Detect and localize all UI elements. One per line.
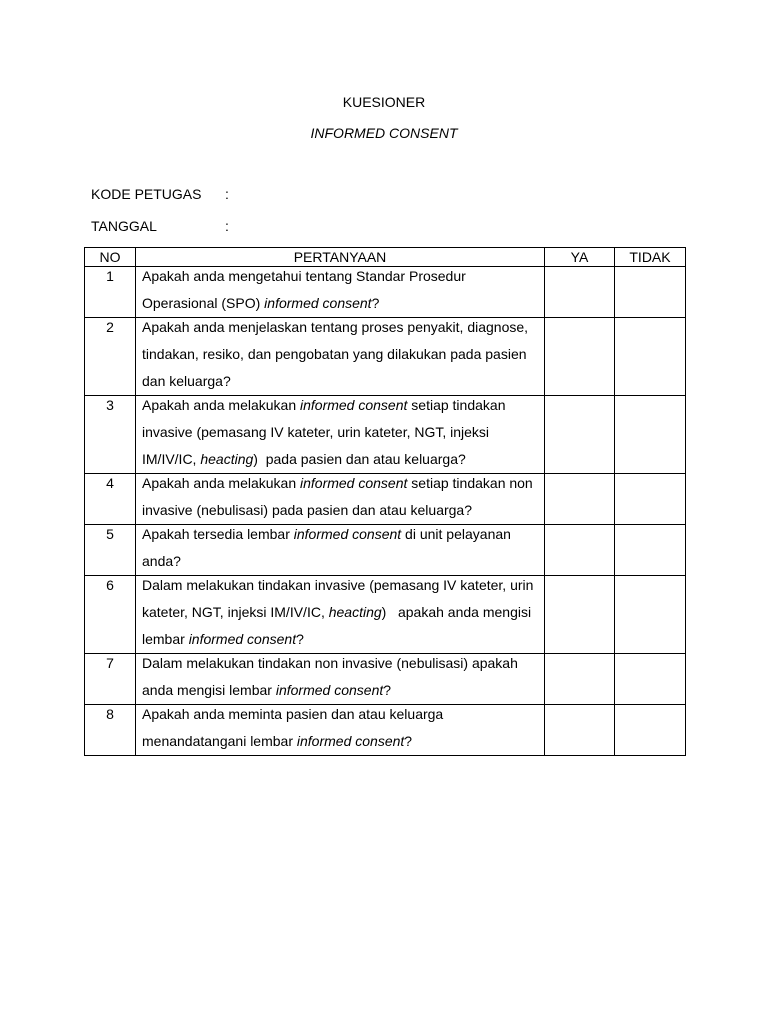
question-text: setiap tindakan non invasive (nebulisasi) pada pasien dan atau keluarga? xyxy=(142,475,537,518)
row-number: 3 xyxy=(85,396,136,474)
field-label: KODE PETUGAS xyxy=(91,186,202,202)
question-italic-text: heacting xyxy=(328,604,382,620)
question-text: Dalam melakukan tindakan invasive (pemasang IV kateter, urin kateter, NGT, injeksi IM/IV/IC, xyxy=(142,577,538,620)
row-number: 1 xyxy=(85,267,136,318)
question-italic-text: informed consent xyxy=(264,295,372,311)
question-italic-text: informed consent xyxy=(275,682,384,698)
answer-tidak-cell[interactable] xyxy=(615,576,686,654)
question-text: Dalam melakukan tindakan non invasive (nebulisasi) apakah anda mengisi lembar xyxy=(142,655,522,698)
question-text: Apakah anda mengetahui tentang Standar Prosedur Operasional (SPO) xyxy=(142,268,470,311)
document-subtitle: INFORMED CONSENT xyxy=(310,125,458,141)
answer-tidak-cell[interactable] xyxy=(615,474,686,525)
document-title: KUESIONER xyxy=(342,94,426,110)
row-number: 7 xyxy=(85,654,136,705)
row-number: 8 xyxy=(85,705,136,756)
answer-tidak-cell[interactable] xyxy=(615,705,686,756)
answer-tidak-cell[interactable] xyxy=(615,396,686,474)
field-kode-petugas xyxy=(91,185,229,203)
answer-ya-cell[interactable] xyxy=(545,525,615,576)
question-text: ? xyxy=(404,733,413,749)
row-question xyxy=(136,576,545,654)
field-tanggal xyxy=(91,217,229,235)
question-italic-text: informed consent xyxy=(293,526,402,542)
answer-tidak-cell[interactable] xyxy=(615,654,686,705)
questionnaire-table xyxy=(84,247,686,756)
table-row xyxy=(85,318,686,396)
table-row xyxy=(85,525,686,576)
row-number: 5 xyxy=(85,525,136,576)
answer-ya-cell[interactable] xyxy=(545,576,615,654)
table-row xyxy=(85,267,686,318)
question-text: Apakah anda melakukan xyxy=(142,397,300,413)
answer-ya-cell[interactable] xyxy=(545,396,615,474)
field-label: TANGGAL xyxy=(91,218,157,234)
answer-tidak-cell[interactable] xyxy=(615,267,686,318)
table-row xyxy=(85,396,686,474)
question-italic-text: informed consent xyxy=(300,397,408,413)
row-number: 6 xyxy=(85,576,136,654)
question-italic-text: informed consent xyxy=(300,475,408,491)
question-text: ? xyxy=(371,295,380,311)
answer-ya-cell[interactable] xyxy=(545,705,615,756)
question-text: Apakah tersedia lembar xyxy=(142,526,294,542)
question-text: ? xyxy=(383,682,392,698)
question-italic-text: informed consent xyxy=(296,733,405,749)
question-text: di unit pelayanan anda? xyxy=(142,526,515,569)
question-text: Apakah anda meminta pasien dan atau keluarga menandatangani lembar xyxy=(142,706,448,749)
field-separator: : xyxy=(225,218,229,234)
question-text: ) pada pasien dan atau keluarga? xyxy=(253,451,466,467)
question-text: ? xyxy=(296,631,304,647)
answer-tidak-cell[interactable] xyxy=(615,525,686,576)
row-question xyxy=(136,474,545,525)
row-question xyxy=(136,705,545,756)
column-header-no: NO xyxy=(85,248,136,267)
question-italic-text: informed consent xyxy=(188,631,297,647)
answer-ya-cell[interactable] xyxy=(545,654,615,705)
field-separator: : xyxy=(225,186,229,202)
row-question xyxy=(136,525,545,576)
row-question xyxy=(136,654,545,705)
row-number: 2 xyxy=(85,318,136,396)
row-question xyxy=(136,396,545,474)
table-row xyxy=(85,705,686,756)
question-text: Apakah anda melakukan xyxy=(142,475,300,491)
question-text: Apakah anda menjelaskan tentang proses penyakit, diagnose, tindakan, resiko, dan pengobatan yang dilakukan pada pasien dan keluarga? xyxy=(142,319,532,389)
table-row xyxy=(85,654,686,705)
column-header-tidak: TIDAK xyxy=(615,248,686,267)
column-header-pertanyaan: PERTANYAAN xyxy=(136,248,545,267)
answer-ya-cell[interactable] xyxy=(545,267,615,318)
question-text: setiap tindakan invasive (pemasang IV kateter, urin kateter, NGT, injeksi IM/IV/IC, xyxy=(142,397,510,467)
column-header-ya: YA xyxy=(545,248,615,267)
row-question xyxy=(136,267,545,318)
row-question xyxy=(136,318,545,396)
answer-tidak-cell[interactable] xyxy=(615,318,686,396)
answer-ya-cell[interactable] xyxy=(545,318,615,396)
question-italic-text: heacting xyxy=(200,451,254,467)
table-row xyxy=(85,474,686,525)
row-number: 4 xyxy=(85,474,136,525)
table-row xyxy=(85,576,686,654)
question-text: ) apakah anda mengisi lembar xyxy=(142,604,535,647)
answer-ya-cell[interactable] xyxy=(545,474,615,525)
